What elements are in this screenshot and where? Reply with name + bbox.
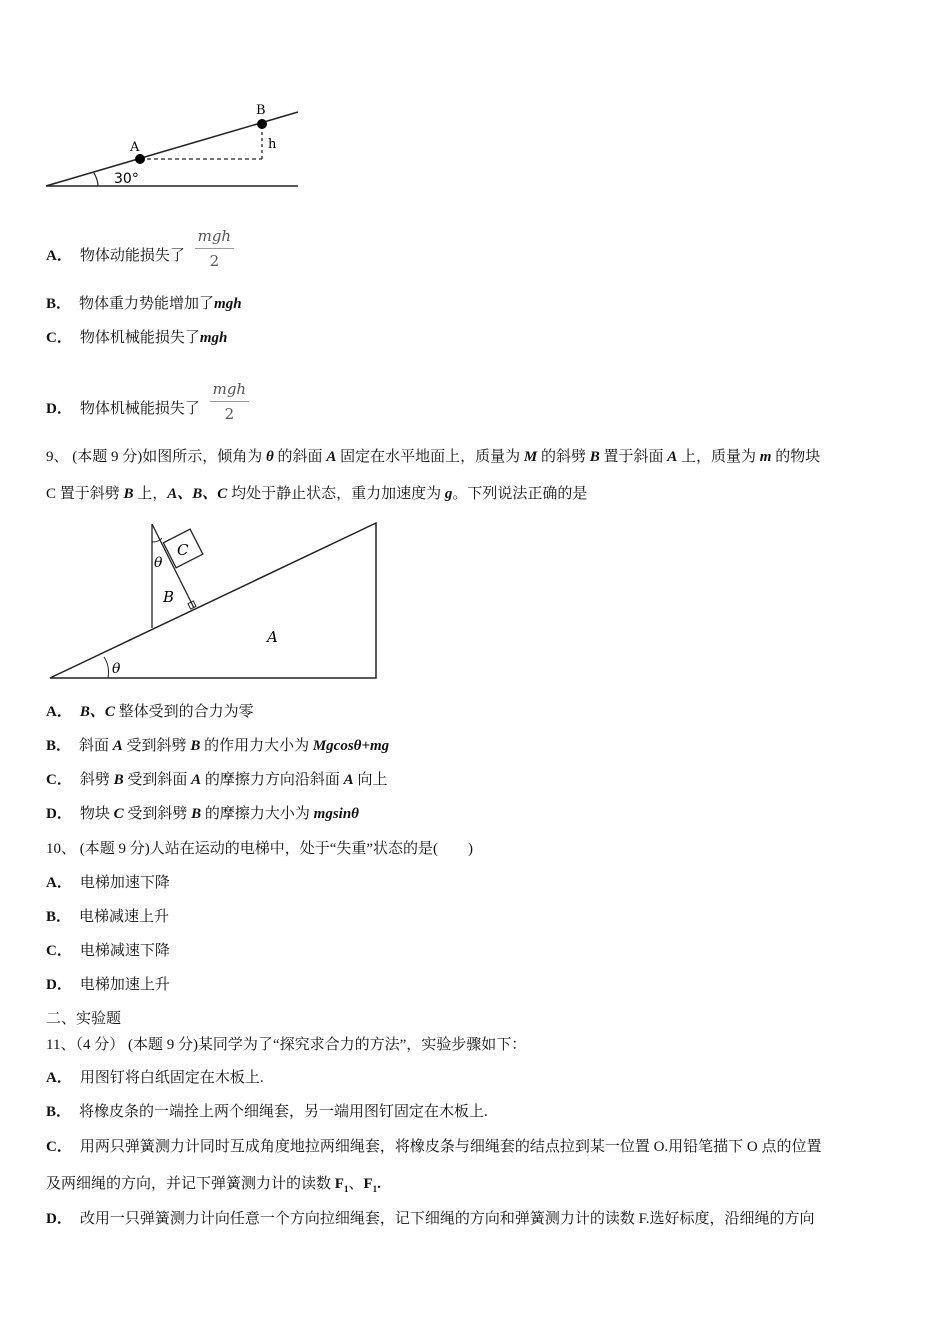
fraction-mgh-over-2: $\frac{\text{mgh}}{2}$ [210, 379, 250, 424]
fraction-mgh-over-2: $\frac{\text{mgh}}{2}$ [195, 226, 235, 271]
q10-option-a: A． 电梯加速下降 [46, 875, 170, 891]
q9-option-c: C． 斜劈 B 受到斜面 A 的摩擦力方向沿斜面 A 向上 [46, 772, 388, 788]
angle-label: 30° [114, 171, 139, 187]
q10-stem: 10、 (本题 9 分)人站在运动的电梯中，处于“失重”状态的是( ) [46, 841, 474, 857]
theta-bottom-label: θ [112, 661, 121, 677]
point-b-label: B [256, 103, 266, 118]
q11-step-c-continued: 及两细绳的方向，并记下弹簧测力计的读数 $F_1$、$F_1$. [46, 1176, 381, 1194]
wedge-b-label: B [163, 588, 175, 606]
q9-stem-line1: 9、 (本题 9 分)如图所示，倾角为 θ 的斜面 A 固定在水平地面上，质量为 M 的斜劈 B 置于斜面 A 上，质量为 m 的物块 [46, 449, 821, 465]
q9-option-b: B． 斜面 A 受到斜劈 B 的作用力大小为 Mgcosθ+mg [46, 738, 390, 754]
q11-step-c: C． 用两只弹簧测力计同时互成角度地拉两细绳套，将橡皮条与细绳套的结点拉到某一位置 O.用铅笔描下 O 点的位置 [46, 1139, 822, 1155]
q11-step-b: B． 将橡皮条的一端拴上两个细绳套，另一端用图钉固定在木板上. [46, 1104, 488, 1120]
q8-option-a: A． 物体动能损失了 $\frac{\text{mgh}}{2}$ [46, 234, 234, 279]
theta-top-label: θ [154, 555, 163, 571]
q9-stem-line2: C 置于斜劈 B 上，A、B、C 均处于静止状态，重力加速度为 g。下列说法正确的是 [46, 486, 588, 502]
q10-option-c: C． 电梯减速下降 [46, 943, 170, 959]
q11-step-d: D． 改用一只弹簧测力计向任意一个方向拉细绳套，记下细绳的方向和弹簧测力计的读数 F.选好标度，沿细绳的方向 [46, 1211, 815, 1227]
incline-wedge-figure-q9 [48, 520, 380, 682]
q9-option-a: A． B、C 整体受到的合力为零 [46, 704, 254, 720]
q10-option-d: D． 电梯加速上升 [46, 977, 170, 993]
point-a-label: A [130, 140, 140, 155]
incline-a-label: A [267, 628, 278, 646]
q10-option-b: B． 电梯减速上升 [46, 909, 170, 925]
q8-option-b: B． 物体重力势能增加了mgh [46, 296, 242, 312]
q8-option-c: C． 物体机械能损失了mgh [46, 330, 228, 346]
q11-stem: 11、（4 分） (本题 9 分)某同学为了“探究求合力的方法”，实验步骤如下： [46, 1037, 527, 1053]
q8-option-d: D． 物体机械能损失了 $\frac{\text{mgh}}{2}$ [46, 387, 249, 432]
incline-figure-q8 [44, 96, 304, 192]
block-c-label: C [177, 541, 189, 559]
q9-option-d: D． 物块 C 受到斜劈 B 的摩擦力大小为 mgsinθ [46, 806, 359, 822]
height-h-label: h [268, 137, 277, 152]
section-title-experiment: 二、实验题 [46, 1011, 122, 1027]
q11-step-a: A． 用图钉将白纸固定在木板上. [46, 1070, 264, 1086]
